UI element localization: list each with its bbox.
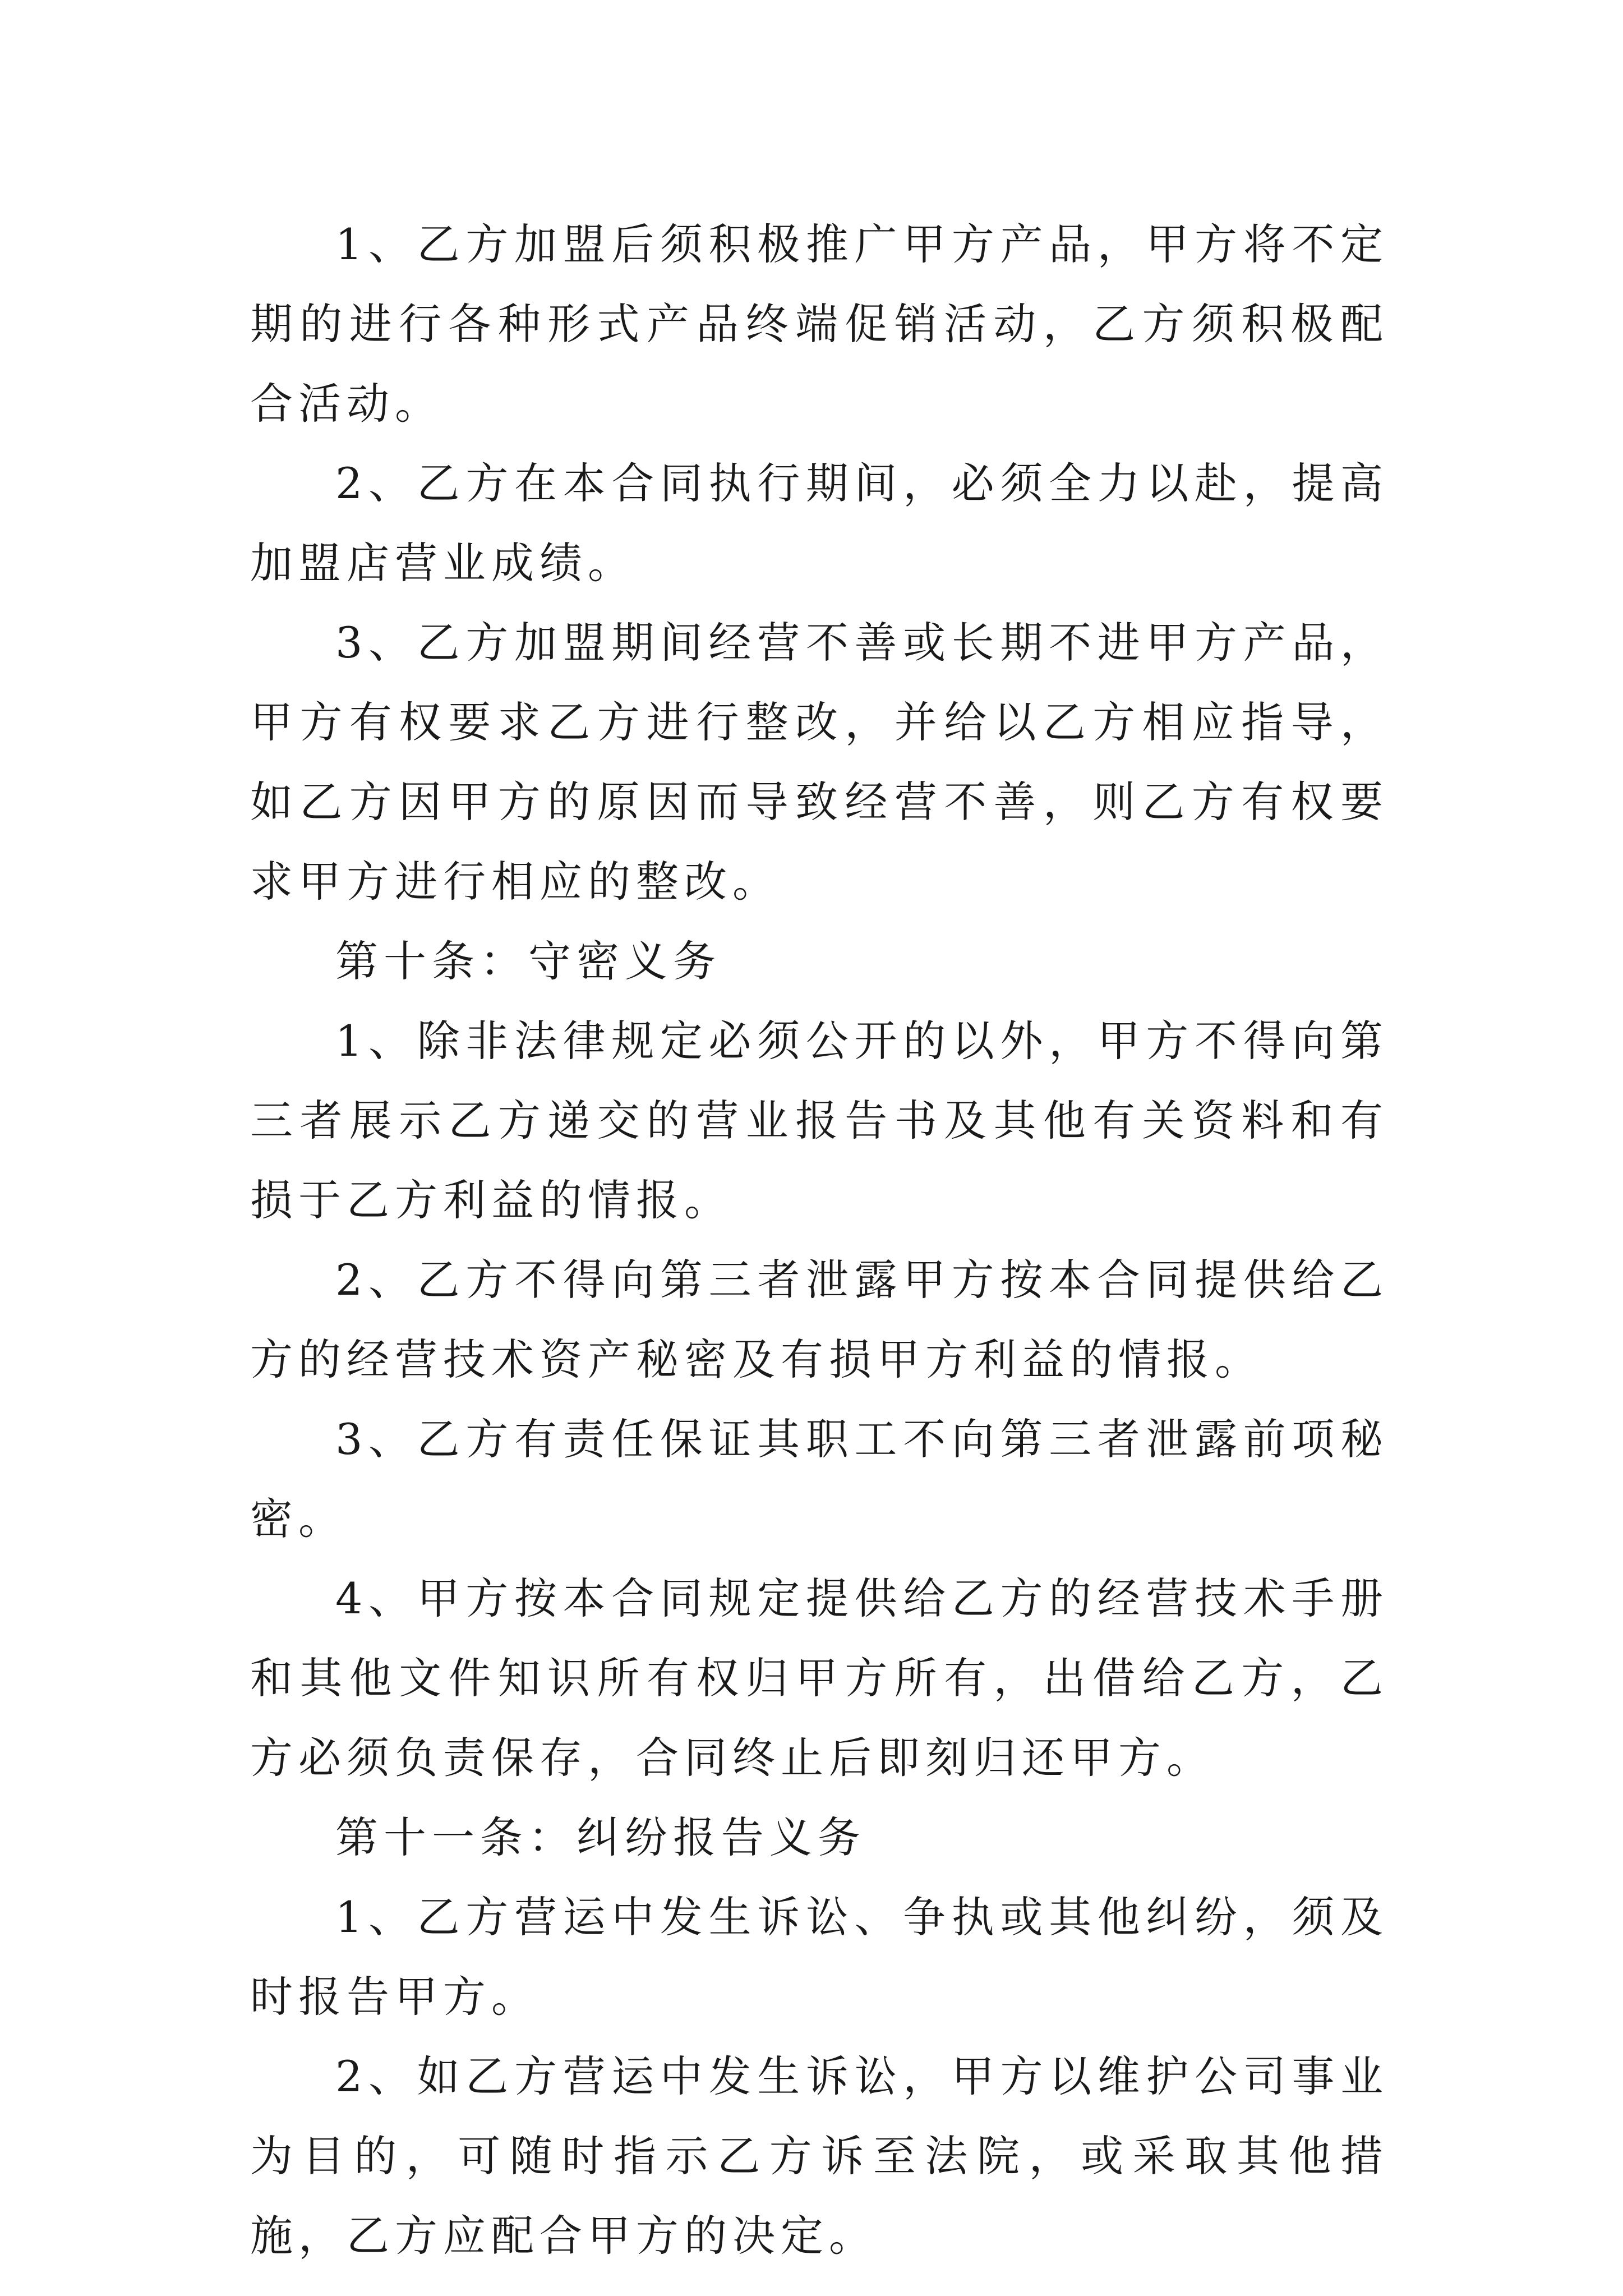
clause-9-item-2: 2、乙方在本合同执行期间，必须全力以赴，提高加盟店营业成绩。 bbox=[250, 458, 1389, 588]
clause-10-item-2: 2、乙方不得向第三者泄露甲方按本合同提供给乙方的经营技术资产秘密及有损甲方利益的情报。 bbox=[250, 1255, 1389, 1384]
clause-9-item-1: 1、乙方加盟后须积极推广甲方产品，甲方将不定期的进行各种形式产品终端促销活动，乙方须积极配合活动。 bbox=[250, 219, 1389, 429]
clause-11-item-1: 1、乙方营运中发生诉讼、争执或其他纠纷，须及时报告甲方。 bbox=[250, 1892, 1389, 2022]
clause-11-heading: 第十一条：纠纷报告义务 bbox=[335, 1812, 866, 1862]
clause-10-item-3: 3、乙方有责任保证其职工不向第三者泄露前项秘密。 bbox=[250, 1414, 1389, 1544]
clause-10-heading: 第十条：守密义务 bbox=[335, 936, 721, 986]
document-body bbox=[250, 205, 1389, 2276]
clause-10-item-1: 1、除非法律规定必须公开的以外，甲方不得向第三者展示乙方递交的营业报告书及其他有关资料和有损于乙方利益的情报。 bbox=[250, 1016, 1389, 1225]
clause-9-item-3: 3、乙方加盟期间经营不善或长期不进甲方产品，甲方有权要求乙方进行整改，并给以乙方相应指导，如乙方因甲方的原因而导致经营不善，则乙方有权要求甲方进行相应的整改。 bbox=[250, 618, 1389, 907]
clause-10-item-4: 4、甲方按本合同规定提供给乙方的经营技术手册和其他文件知识所有权归甲方所有，出借给乙方，乙方必须负责保存，合同终止后即刻归还甲方。 bbox=[250, 1573, 1389, 1783]
clause-11-item-2: 2、如乙方营运中发生诉讼，甲方以维护公司事业为目的，可随时指示乙方诉至法院，或采取其他措施，乙方应配合甲方的决定。 bbox=[250, 2051, 1389, 2261]
